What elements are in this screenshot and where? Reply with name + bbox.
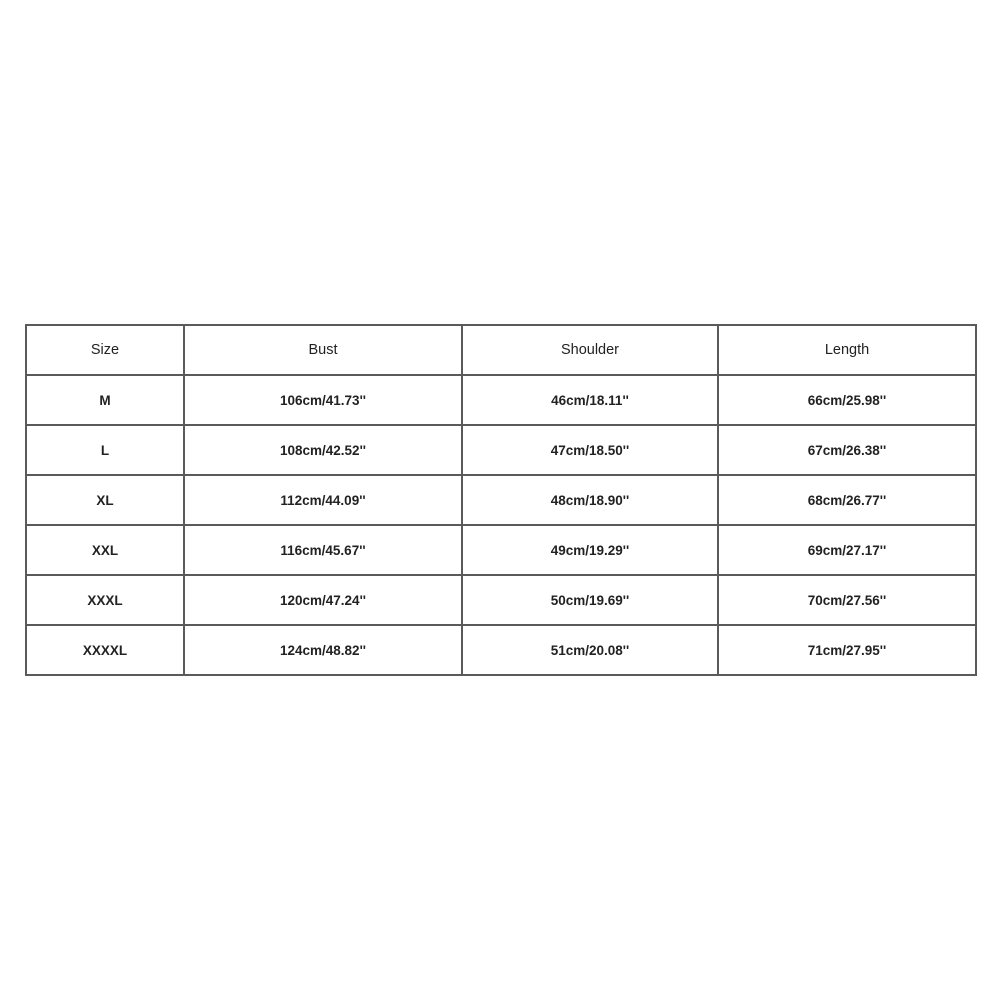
size-cell: XXXXL <box>26 625 184 675</box>
table-row <box>26 425 976 475</box>
size-cell: XXXL <box>26 575 184 625</box>
table-row <box>26 575 976 625</box>
table-row <box>26 525 976 575</box>
bust-cell: 106cm/41.73'' <box>184 375 462 425</box>
shoulder-cell: 49cm/19.29'' <box>462 525 718 575</box>
bust-cell: 112cm/44.09'' <box>184 475 462 525</box>
length-cell: 68cm/26.77'' <box>718 475 976 525</box>
shoulder-cell: 50cm/19.69'' <box>462 575 718 625</box>
shoulder-cell: 48cm/18.90'' <box>462 475 718 525</box>
length-cell: 71cm/27.95'' <box>718 625 976 675</box>
size-cell: XXL <box>26 525 184 575</box>
length-cell: 67cm/26.38'' <box>718 425 976 475</box>
bust-cell: 124cm/48.82'' <box>184 625 462 675</box>
column-header-length: Length <box>718 325 976 375</box>
size-chart-table <box>25 324 977 676</box>
length-cell: 69cm/27.17'' <box>718 525 976 575</box>
shoulder-cell: 46cm/18.11'' <box>462 375 718 425</box>
table-row <box>26 375 976 425</box>
shoulder-cell: 51cm/20.08'' <box>462 625 718 675</box>
table-row <box>26 625 976 675</box>
table-header-row <box>26 325 976 375</box>
bust-cell: 120cm/47.24'' <box>184 575 462 625</box>
column-header-bust: Bust <box>184 325 462 375</box>
bust-cell: 108cm/42.52'' <box>184 425 462 475</box>
size-cell: L <box>26 425 184 475</box>
column-header-shoulder: Shoulder <box>462 325 718 375</box>
table-row <box>26 475 976 525</box>
bust-cell: 116cm/45.67'' <box>184 525 462 575</box>
column-header-size: Size <box>26 325 184 375</box>
length-cell: 70cm/27.56'' <box>718 575 976 625</box>
size-cell: M <box>26 375 184 425</box>
length-cell: 66cm/25.98'' <box>718 375 976 425</box>
shoulder-cell: 47cm/18.50'' <box>462 425 718 475</box>
size-cell: XL <box>26 475 184 525</box>
